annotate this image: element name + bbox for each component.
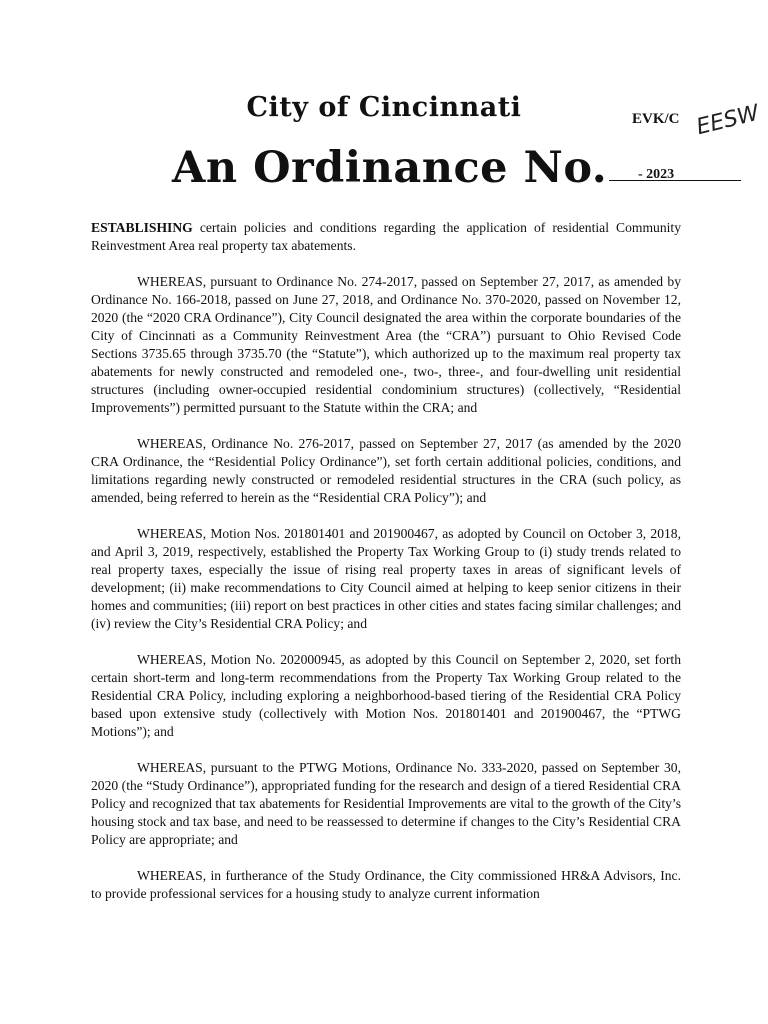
department-code: EVK/C	[632, 111, 680, 127]
intro-text: certain policies and conditions regarding the application of residential Community Reinvestment Area real property tax abatements.	[91, 220, 681, 253]
ordinance-number-blank	[609, 180, 741, 181]
ordinance-year: - 2023	[638, 167, 675, 182]
whereas-paragraph: WHEREAS, in furtherance of the Study Ordinance, the City commissioned HR&A Advisors, Inc. to provide professional services for a housing study to analyze current information	[91, 868, 681, 901]
whereas-paragraph: WHEREAS, pursuant to the PTWG Motions, Ordinance No. 333-2020, passed on September 30, 2020 (the “Study Ordinance”), appropriated funding for the research and design of a tiered Residential CRA Policy and recognized that tax abatements for Residential Improvements are vital to the growth of the City’s housing stock and tax base, and need to be reassessed to determine if changes to the City’s Residential CRA Policy are appropriate; and	[91, 760, 681, 847]
ordinance-title: An Ordinance No.	[172, 143, 608, 193]
ordinance-title-row	[172, 138, 741, 192]
handwritten-initials: EESW	[694, 100, 762, 141]
city-heading: City of Cincinnati	[246, 92, 522, 123]
whereas-paragraph: WHEREAS, pursuant to Ordinance No. 274-2017, passed on September 27, 2017, as amended by Ordinance No. 166-2018, passed on June 27, 2018, and Ordinance No. 370-2020, passed on November 12, 2020 (the “2020 CRA Ordinance”), City Council designated the area within the corporate boundaries of the City of Cincinnati as a Community Reinvestment Area (the “CRA”) pursuant to Ohio Revised Code Sections 3735.65 through 3735.70 (the “Statute”), which authorized up to the maximum real property tax abatements for newly constructed and remodeled one-, two-, three-, and four-dwelling unit residential structures (including owner-occupied residential condominium structures) (collectively, “Residential Improvements”) permitted pursuant to the Statute within the CRA; and	[91, 274, 681, 415]
whereas-paragraph: WHEREAS, Motion Nos. 201801401 and 201900467, as adopted by Council on October 3, 2018, and April 3, 2019, respectively, established the Property Tax Working Group to (i) study trends related to real property taxes, especially the issue of rising real property taxes in areas of significant levels of development; (ii) make recommendations to City Council aimed at helping to keep senior citizens in their homes and communities; (iii) report on best practices in other cities and states facing similar challenges; and (iv) review the City’s Residential CRA Policy; and	[91, 526, 681, 631]
intro-paragraph	[91, 219, 681, 255]
whereas-paragraph: WHEREAS, Ordinance No. 276-2017, passed on September 27, 2017 (as amended by the 2020 CRA Ordinance, the “Residential Policy Ordinance”), set forth certain additional policies, conditions, and limitations regarding newly constructed or remodeled residential structures in the CRA (such policy, as amended, being referred to herein as the “Residential CRA Policy”); and	[91, 436, 681, 505]
ordinance-body	[91, 219, 681, 921]
intro-lead-word: ESTABLISHING	[91, 220, 193, 235]
whereas-paragraph: WHEREAS, Motion No. 202000945, as adopted by this Council on September 2, 2020, set forth certain short-term and long-term recommendations from the Property Tax Working Group related to the Residential CRA Policy, including exploring a neighborhood-based tiering of the Residential CRA Policy based upon extensive study (collectively with Motion Nos. 201801401 and 201900467, the “PTWG Motions”); and	[91, 652, 681, 739]
